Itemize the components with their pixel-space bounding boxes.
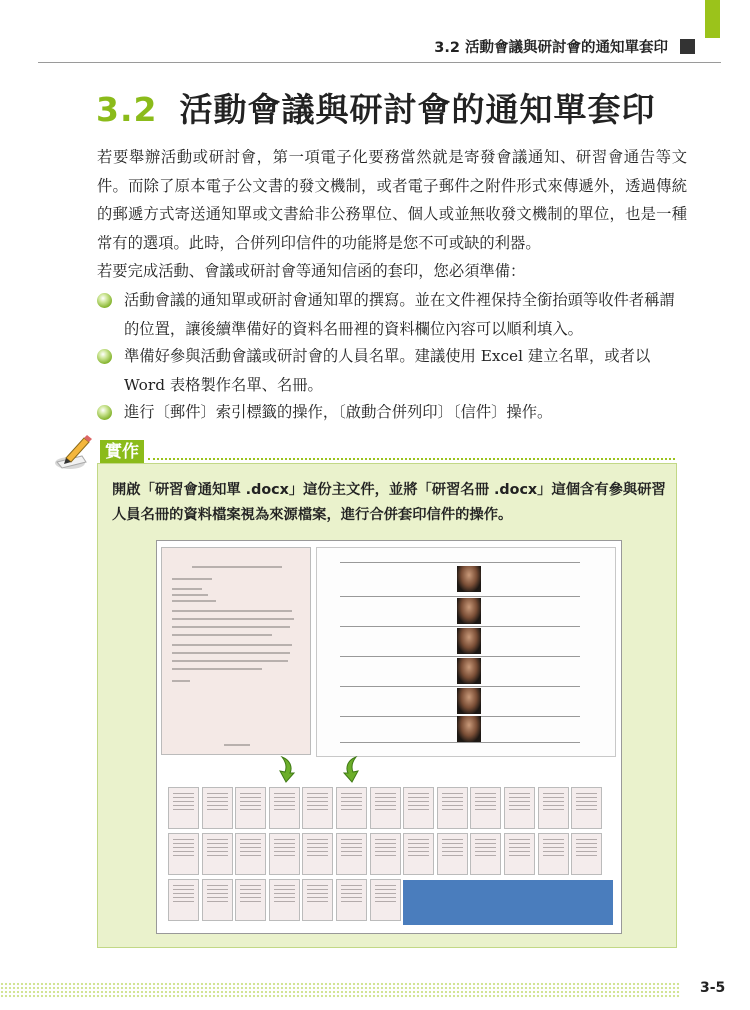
merged-letter-page	[571, 787, 602, 829]
merged-letter-page	[302, 833, 333, 875]
merged-letter-page	[571, 833, 602, 875]
section-number: 3.2	[96, 90, 158, 129]
merged-letter-page	[269, 879, 300, 921]
prep-paragraph: 若要完成活動、會議或研討會等通知信函的套印，您必須準備：	[97, 262, 526, 280]
merged-letter-page	[437, 833, 468, 875]
page-number: 3-5	[700, 980, 726, 996]
main-document-thumbnail	[161, 547, 311, 755]
member-photo	[457, 598, 481, 624]
merged-letter-page	[168, 879, 199, 921]
merged-letter-page	[202, 833, 233, 875]
table-row-line	[340, 656, 580, 657]
header-square-icon	[680, 39, 695, 54]
footer-dot-band	[0, 982, 680, 998]
bullet-dot-icon	[97, 293, 112, 308]
merged-letter-page	[470, 833, 501, 875]
member-photo	[457, 688, 481, 714]
table-row-line	[340, 686, 580, 687]
header-divider	[38, 62, 721, 63]
merged-letter-page	[269, 787, 300, 829]
merged-letter-page	[235, 833, 266, 875]
merged-letter-page	[370, 879, 401, 921]
merged-letter-page	[302, 879, 333, 921]
running-header	[434, 36, 695, 57]
member-photo	[457, 628, 481, 654]
merged-letter-page	[504, 787, 535, 829]
practice-instruction: 開啟「研習會通知單 .docx」這份主文件，並將「研習名冊 .docx」這個含有參與研習人員名冊的資料檔案視為來源檔案，進行合併套印信件的操作。	[112, 482, 666, 523]
section-title: 活動會議與研討會的通知單套印	[179, 90, 656, 129]
running-header-title: 3.2 活動會議與研討會的通知單套印	[434, 40, 668, 56]
table-row-line	[340, 626, 580, 627]
merged-letter-page	[370, 787, 401, 829]
down-arrow-icon	[278, 755, 300, 783]
merged-letter-page	[235, 879, 266, 921]
merged-letter-page	[202, 787, 233, 829]
header-accent-bar	[705, 0, 720, 38]
pencil-note-icon	[52, 432, 96, 472]
table-row-line	[340, 562, 580, 563]
merged-letter-page	[403, 787, 434, 829]
merged-letter-page	[470, 787, 501, 829]
merged-letter-page	[504, 833, 535, 875]
bullet-text: 準備好參與活動會議或研討會的人員名單。建議使用 Excel 建立名單，或者以 Word 表格製作名單、名冊。	[124, 347, 651, 394]
merged-letter-page	[336, 833, 367, 875]
merged-letter-page	[403, 833, 434, 875]
member-photo	[457, 716, 481, 742]
down-arrow-icon	[338, 755, 360, 783]
merged-letter-page	[202, 879, 233, 921]
merged-letter-page	[336, 787, 367, 829]
merged-area-background	[403, 880, 613, 925]
merged-letter-page	[538, 787, 569, 829]
bullet-dot-icon	[97, 405, 112, 420]
bullet-text: 進行〔郵件〕索引標籤的操作，〔啟動合併列印〕〔信件〕操作。	[124, 403, 553, 421]
practice-label: 實作	[100, 440, 144, 464]
merged-letter-page	[168, 833, 199, 875]
section-heading	[96, 84, 655, 131]
member-photo	[457, 658, 481, 684]
merged-letter-page	[538, 833, 569, 875]
merged-letter-page	[336, 879, 367, 921]
practice-divider	[148, 458, 675, 460]
table-row-line	[340, 596, 580, 597]
merged-letter-page	[168, 787, 199, 829]
merged-letter-page	[269, 833, 300, 875]
merged-letter-page	[370, 833, 401, 875]
table-row-line	[340, 742, 580, 743]
intro-paragraph: 若要舉辦活動或研討會，第一項電子化要務當然就是寄發會議通知、研習會通告等文件。而除了原本電子公文書的發文機制，或者電子郵件之附件形式來傳遞外，透過傳統的郵遞方式寄送通知單或文書給非公務單位、個人或並無收發文機制的單位，也是一種常有的選項。此時，合併列印信件的功能將是您不可或缺的利器。	[97, 148, 687, 252]
bullet-dot-icon	[97, 349, 112, 364]
bullet-text: 活動會議的通知單或研討會通知單的撰寫。並在文件裡保持全銜抬頭等收件者稱謂的位置，讓後續準備好的資料名冊裡的資料欄位內容可以順利填入。	[124, 291, 675, 338]
member-photo	[457, 566, 481, 592]
merged-letter-page	[437, 787, 468, 829]
merged-letter-page	[235, 787, 266, 829]
merged-letter-page	[302, 787, 333, 829]
